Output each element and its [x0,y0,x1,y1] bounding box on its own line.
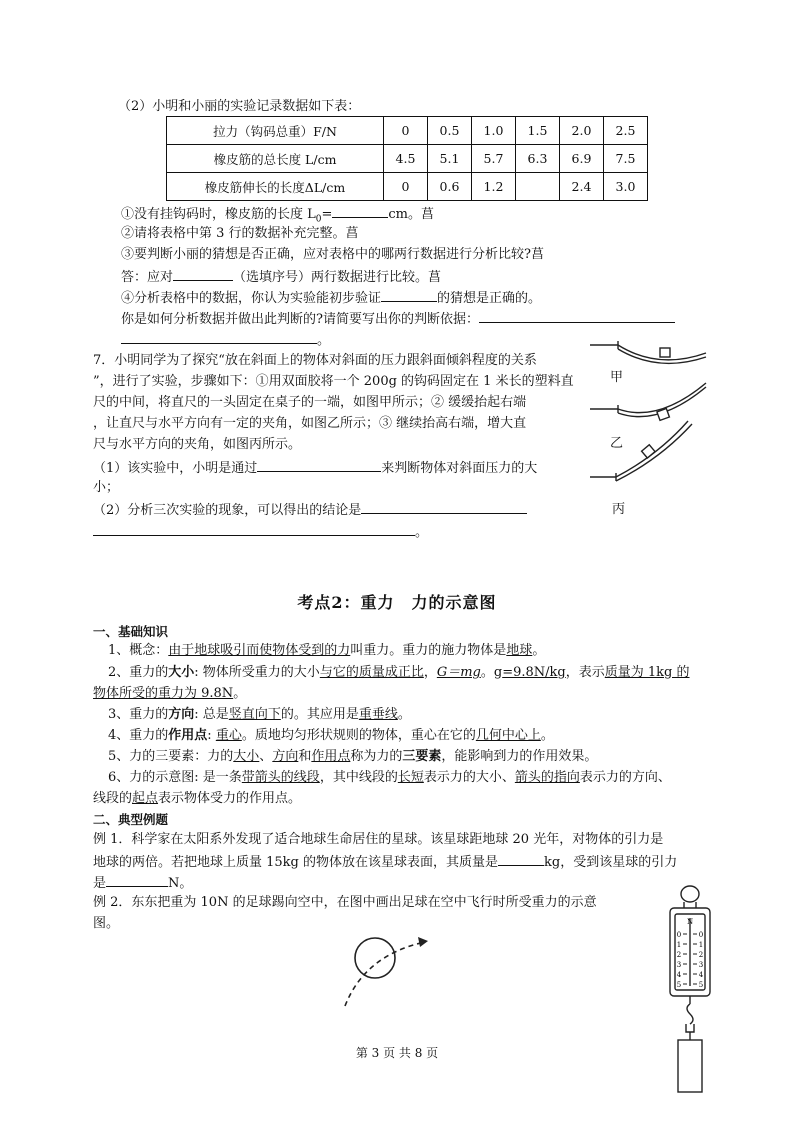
q7-line1: 7．小明同学为了探究“放在斜面上的物体对斜面的压力跟斜面倾斜程度的关系 [93,353,537,368]
q7-line2: ”，进行了实验，步骤如下：①用双面胶将一个 200g 的钩码固定在 1 米长的塑料直 [93,374,574,389]
method-blank[interactable] [257,458,381,472]
row-header: 橡皮筋伸长的长度ΔL/cm [167,173,384,201]
fig-label-yi: 乙 [610,436,624,451]
force-blank[interactable] [106,873,168,887]
q2-s3-answer: 答：应对 （选填序号）两行数据进行比较。菖 [121,267,441,286]
table-cell: 5.7 [472,145,516,173]
table-cell: 0 [384,117,428,145]
basics-p2: 2、重力的大小: 物体所受重力的大小与它的质量成正比，G＝mg。g=9.8N/kg，表示质量为 1kg 的 [108,665,690,680]
table-cell: 0 [384,173,428,201]
row-header: 拉力（钩码总重）F/N [167,117,384,145]
table-row [167,173,648,201]
spring-scale-figure [660,882,720,1097]
scale-tick-label: 0 [698,931,704,939]
example1-line1: 例 1．科学家在太阳系外发现了适合地球生命居住的星球。该星球距地球 20 光年，对物体的引力是 [93,832,664,847]
examples-title: 二、典型例题 [93,812,169,827]
example1-line2: 地球的两倍。若把地球上质量 15kg 的物体放在该星球表面，其质量是 kg，受到该星球的引力 [93,852,677,871]
table-cell: 3.0 [604,173,648,201]
table-cell: 0.5 [428,117,472,145]
scale-tick-label: 5 [676,981,682,989]
scale-tick-label: 3 [676,961,682,969]
mass-blank[interactable] [498,852,544,866]
table-cell: 2.5 [604,117,648,145]
q2-s2: ②请将表格中第 3 行的数据补充完整。菖 [121,226,359,241]
q7-line3: 尺的中间，将直尺的一头固定在桌子的一端，如图甲所示；② 缓缓抬起右端 [93,395,527,410]
table-cell: 6.3 [516,145,560,173]
table-row [167,145,648,173]
table-cell: 2.4 [560,173,604,201]
reason-blank-1[interactable] [479,309,675,323]
table-cell: 7.5 [604,145,648,173]
scale-tick-label: 4 [676,971,682,979]
scale-unit: N [686,918,694,926]
reason-blank-2[interactable] [121,330,317,344]
q2-s3: ③要判断小丽的猜想是否正确，应对表格中的哪两行数据进行分析比较?菖 [121,247,544,262]
row-header: 橡皮筋的总长度 L/cm [167,145,384,173]
conclusion-blank-2[interactable] [93,522,415,536]
l0-answer-blank[interactable] [332,204,388,218]
section-heading: 考点2：重力 力的示意图 [297,593,497,612]
fig-label-bing: 丙 [612,502,626,517]
missing-value-cell[interactable] [516,173,560,201]
q7-line8: （2）分析三次实验的现象，可以得出的结论是 [93,500,527,519]
scale-tick-label: 5 [698,981,704,989]
basics-p2b: 物体所受的重力为 9.8N。 [93,686,247,701]
scale-tick-label: 2 [676,951,682,959]
ruler-incline-figure [588,335,708,515]
q2-s5: 你是如何分析数据并做出此判断的?请简要写出你的判断依据： [121,309,675,328]
basics-p1: 1、概念：由于地球吸引而使物体受到的力叫重力。重力的施力物体是地球。 [108,643,546,658]
conclusion-blank-1[interactable] [361,500,527,514]
table-cell: 1.5 [516,117,560,145]
table-cell: 2.0 [560,117,604,145]
basics-p6b: 线段的起点表示物体受力的作用点。 [93,791,302,806]
basics-p6: 6、力的示意图: 是一条带箭头的线段，其中线段的长短表示力的大小、箭头的指向表示力的方向、 [108,770,671,785]
q2-s5-line2: 。 [121,330,330,349]
q2-s4: ④分析表格中的数据，你认为实验能初步验证 的猜想是正确的。 [121,288,541,307]
scale-tick-label: 2 [698,951,704,959]
basics-p5: 5、力的三要素：力的大小、方向和作用点称为力的三要素，能影响到力的作用效果。 [108,749,598,764]
football-icon [355,938,395,978]
basics-p3: 3、重力的方向: 总是竖直向下的。其应用是重垂线。 [108,707,411,722]
scale-tick-label: 3 [698,961,704,969]
hypothesis-blank[interactable] [381,288,437,302]
q2-s1: ①没有挂钩码时，橡皮筋的长度 $L_0=$ cm。菖 [121,204,434,229]
example1-line3: 是 N。 [93,873,192,892]
q7-line5: 尺与水平方向的夹角，如图丙所示。 [93,437,302,452]
scale-tick-label: 4 [698,971,704,979]
q7-line7: 小； [93,480,120,495]
scale-tick-label: 1 [676,941,682,949]
football-trajectory-figure [330,930,440,1010]
example2-line2: 图。 [93,916,120,931]
scale-tick-label: 0 [676,931,682,939]
row-choice-blank[interactable] [173,267,233,281]
table-cell: 5.1 [428,145,472,173]
table-cell: 1.2 [472,173,516,201]
example2-line1: 例 2．东东把重为 10N 的足球踢向空中，在图中画出足球在空中飞行时所受重力的示意 [93,895,597,910]
q2-intro: （2）小明和小丽的实验记录数据如下表： [118,99,361,114]
basics-p4: 4、重力的作用点: 重心。质地均匀形状规则的物体，重心在它的几何中心上。 [108,728,554,743]
spring-data-table [166,116,648,201]
fig-label-jia: 甲 [610,370,624,385]
page-footer: 第 3 页 共 8 页 [355,1046,439,1060]
q7-line6: （1）该实验中，小明是通过 来判断物体对斜面压力的大 [93,458,537,477]
table-cell: 6.9 [560,145,604,173]
table-cell: 1.0 [472,117,516,145]
scale-tick-label: 1 [698,941,704,949]
table-row [167,117,648,145]
table-cell: 0.6 [428,173,472,201]
q7-line9: 。 [93,522,428,541]
q7-line4: ，让直尺与水平方向有一定的夹角，如图乙所示；③ 继续抬高右端，增大直 [93,416,527,431]
basics-title: 一、基础知识 [93,624,169,639]
table-cell: 4.5 [384,145,428,173]
